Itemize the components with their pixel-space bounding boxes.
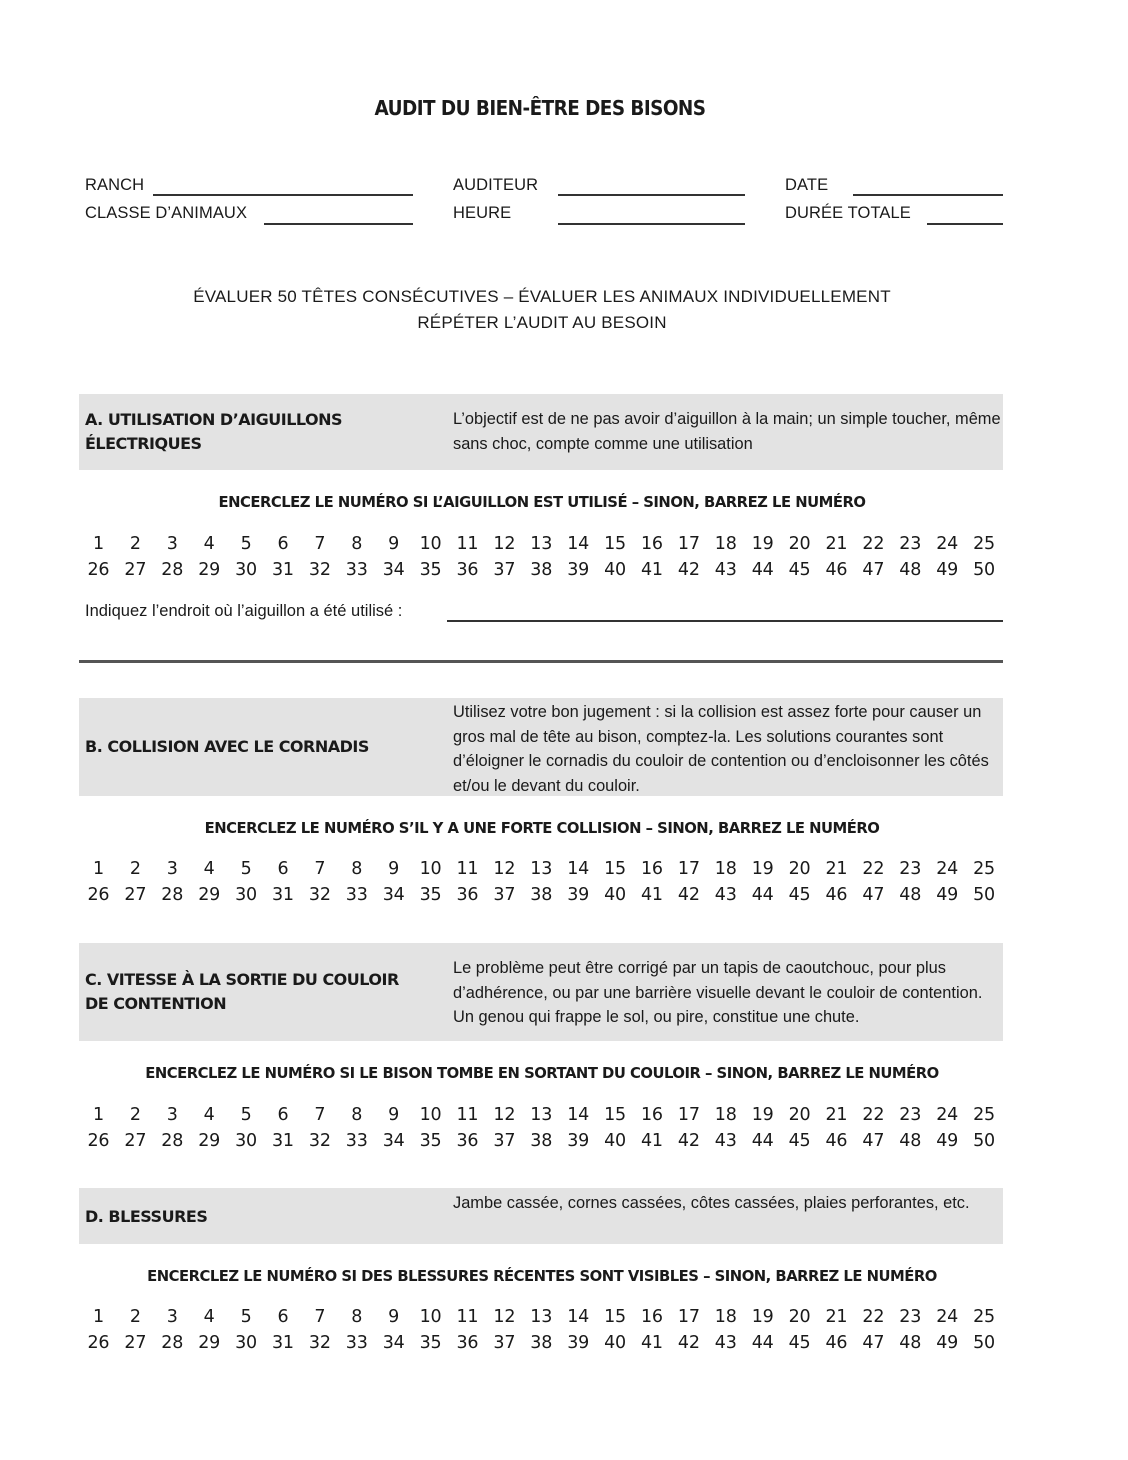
number-item[interactable]: 28 (161, 1131, 184, 1151)
number-item[interactable]: 38 (530, 885, 553, 905)
number-item[interactable]: 42 (677, 885, 700, 905)
number-item[interactable]: 24 (936, 859, 959, 879)
number-item[interactable]: 13 (530, 859, 553, 879)
number-item[interactable]: 29 (198, 885, 221, 905)
number-item[interactable]: 10 (419, 859, 442, 879)
number-item[interactable]: 19 (751, 859, 774, 879)
number-item[interactable]: 9 (388, 534, 400, 554)
number-item[interactable]: 45 (788, 560, 811, 580)
number-item[interactable]: 21 (825, 1307, 848, 1327)
number-item[interactable]: 28 (161, 885, 184, 905)
number-item[interactable]: 23 (899, 1105, 922, 1125)
number-item[interactable]: 50 (973, 885, 995, 905)
number-item[interactable]: 36 (456, 1333, 479, 1353)
number-item[interactable]: 23 (899, 859, 922, 879)
number-item[interactable]: 6 (277, 859, 289, 879)
number-item[interactable]: 33 (345, 1333, 368, 1353)
number-item[interactable]: 39 (567, 885, 590, 905)
number-item[interactable]: 24 (936, 534, 959, 554)
number-item[interactable]: 16 (641, 534, 663, 554)
number-item[interactable]: 1 (92, 1105, 104, 1125)
page-title: AUDIT DU BIEN-ÊTRE DES BISONS (374, 96, 706, 120)
section-b-numbers (80, 859, 1004, 911)
number-item[interactable]: 25 (973, 1105, 995, 1125)
number-item[interactable]: 34 (382, 885, 405, 905)
number-item[interactable]: 47 (862, 1131, 885, 1151)
number-item[interactable]: 28 (161, 560, 184, 580)
number-item[interactable]: 45 (788, 885, 811, 905)
number-item[interactable]: 38 (530, 560, 553, 580)
number-item[interactable]: 20 (788, 859, 811, 879)
number-item[interactable]: 22 (862, 534, 885, 554)
number-item[interactable]: 15 (604, 534, 626, 554)
section-a-numbers (80, 534, 1004, 586)
duree-label: DURÉE TOTALE (785, 204, 911, 222)
number-item[interactable]: 35 (419, 1333, 442, 1353)
classe-label: CLASSE D’ANIMAUX (85, 204, 248, 222)
number-item[interactable]: 12 (493, 859, 516, 879)
number-item[interactable]: 8 (351, 1105, 363, 1125)
number-item[interactable]: 36 (456, 885, 479, 905)
number-item[interactable]: 33 (345, 885, 368, 905)
number-item[interactable]: 16 (641, 1307, 663, 1327)
number-item[interactable]: 42 (677, 1333, 700, 1353)
location-label: Indiquez l’endroit où l’aiguillon a été utilisé : (85, 602, 403, 620)
number-item[interactable]: 26 (87, 1333, 110, 1353)
number-item[interactable]: 7 (314, 859, 326, 879)
number-item[interactable]: 25 (973, 534, 995, 554)
number-item[interactable]: 44 (751, 1131, 774, 1151)
number-item[interactable]: 40 (604, 885, 626, 905)
number-item[interactable]: 9 (388, 1307, 400, 1327)
section-c-box (79, 943, 1003, 1041)
heure-field[interactable] (558, 223, 745, 225)
number-item[interactable]: 5 (240, 1105, 252, 1125)
number-item[interactable]: 37 (493, 1131, 516, 1151)
classe-field[interactable] (264, 223, 413, 225)
number-item[interactable]: 27 (124, 1333, 147, 1353)
number-item[interactable]: 20 (788, 1307, 811, 1327)
number-item[interactable]: 12 (493, 534, 516, 554)
number-item[interactable]: 5 (240, 1307, 252, 1327)
number-item[interactable]: 15 (604, 1105, 626, 1125)
number-item[interactable]: 35 (419, 885, 442, 905)
number-item[interactable]: 49 (936, 885, 959, 905)
location-field-line-2[interactable] (79, 660, 1003, 663)
number-item[interactable]: 29 (198, 560, 221, 580)
number-item[interactable]: 18 (714, 1307, 737, 1327)
number-item[interactable]: 35 (419, 560, 442, 580)
number-item[interactable]: 13 (530, 1105, 553, 1125)
number-item[interactable]: 16 (641, 1105, 663, 1125)
number-item[interactable]: 3 (166, 1307, 178, 1327)
section-b-box (79, 698, 1003, 796)
number-item[interactable]: 46 (825, 1131, 848, 1151)
date-field[interactable] (853, 194, 1003, 196)
section-c-title: C. VITESSE À LA SORTIE DU COULOIR DE CONTENTION (85, 970, 399, 1013)
section-d-title: D. BLESSURES (85, 1207, 208, 1226)
number-item[interactable]: 22 (862, 1105, 885, 1125)
number-item[interactable]: 49 (936, 560, 959, 580)
number-item[interactable]: 8 (351, 534, 363, 554)
number-item[interactable]: 31 (272, 1131, 294, 1151)
number-item[interactable]: 39 (567, 560, 590, 580)
number-item[interactable]: 18 (714, 534, 737, 554)
number-item[interactable]: 3 (166, 859, 178, 879)
section-a-title: A. UTILISATION D’AIGUILLONS ÉLECTRIQUES (85, 410, 343, 453)
number-item[interactable]: 4 (203, 1307, 215, 1327)
number-item[interactable]: 7 (314, 1105, 326, 1125)
number-item[interactable]: 2 (129, 1105, 141, 1125)
number-item[interactable]: 17 (677, 534, 700, 554)
number-item[interactable]: 4 (203, 859, 215, 879)
number-item[interactable]: 22 (862, 1307, 885, 1327)
number-item[interactable]: 40 (604, 560, 626, 580)
number-item[interactable]: 1 (92, 859, 104, 879)
number-item[interactable]: 44 (751, 560, 774, 580)
number-item[interactable]: 2 (129, 859, 141, 879)
number-item[interactable]: 22 (862, 859, 885, 879)
number-item[interactable]: 12 (493, 1307, 516, 1327)
number-item[interactable]: 10 (419, 1105, 442, 1125)
instruction-line-2: RÉPÉTER L’AUDIT AU BESOIN (417, 313, 667, 332)
number-item[interactable]: 13 (530, 1307, 553, 1327)
number-item[interactable]: 49 (936, 1131, 959, 1151)
number-item[interactable]: 11 (456, 1307, 479, 1327)
section-a-box (79, 394, 1003, 470)
auditeur-field[interactable] (558, 194, 745, 196)
number-item[interactable]: 26 (87, 560, 110, 580)
heure-label: HEURE (453, 204, 512, 222)
number-item[interactable]: 45 (788, 1131, 811, 1151)
number-item[interactable]: 37 (493, 1333, 516, 1353)
number-item[interactable]: 29 (198, 1333, 221, 1353)
section-c-numbers (80, 1105, 1004, 1157)
location-field[interactable] (447, 620, 1003, 622)
number-item[interactable]: 19 (751, 1307, 774, 1327)
number-item[interactable]: 36 (456, 1131, 479, 1151)
number-item[interactable]: 42 (677, 560, 700, 580)
number-item[interactable]: 5 (240, 534, 252, 554)
number-item[interactable]: 8 (351, 1307, 363, 1327)
number-item[interactable]: 14 (567, 534, 590, 554)
number-item[interactable]: 26 (87, 1131, 110, 1151)
number-item[interactable]: 9 (388, 1105, 400, 1125)
number-item[interactable]: 11 (456, 534, 479, 554)
number-item[interactable]: 33 (345, 1131, 368, 1151)
ranch-field[interactable] (153, 194, 413, 196)
number-item[interactable]: 12 (493, 1105, 516, 1125)
number-item[interactable]: 17 (677, 859, 700, 879)
number-item[interactable]: 5 (240, 859, 252, 879)
ranch-label: RANCH (85, 176, 145, 194)
number-item[interactable]: 34 (382, 1333, 405, 1353)
number-item[interactable]: 43 (714, 560, 737, 580)
number-item[interactable]: 46 (825, 1333, 848, 1353)
number-item[interactable]: 15 (604, 859, 626, 879)
number-item[interactable]: 3 (166, 1105, 178, 1125)
number-item[interactable]: 6 (277, 1307, 289, 1327)
number-item[interactable]: 17 (677, 1307, 700, 1327)
number-item[interactable]: 50 (973, 1131, 995, 1151)
section-a-instruction: ENCERCLEZ LE NUMÉRO SI L’AIGUILLON EST UTILISÉ – SINON, BARREZ LE NUMÉRO (218, 494, 866, 511)
number-item[interactable]: 11 (456, 1105, 479, 1125)
number-item[interactable]: 48 (899, 560, 922, 580)
number-item[interactable]: 43 (714, 1131, 737, 1151)
number-item[interactable]: 27 (124, 1131, 147, 1151)
instruction-line-1: ÉVALUER 50 TÊTES CONSÉCUTIVES – ÉVALUER LES ANIMAUX INDIVIDUELLEMENT (193, 287, 891, 306)
number-item[interactable]: 27 (124, 560, 147, 580)
number-item[interactable]: 14 (567, 859, 590, 879)
number-item[interactable]: 18 (714, 1105, 737, 1125)
number-item[interactable]: 13 (530, 534, 553, 554)
number-item[interactable]: 32 (308, 1131, 331, 1151)
number-item[interactable]: 47 (862, 560, 885, 580)
number-item[interactable]: 31 (272, 1333, 294, 1353)
number-item[interactable]: 16 (641, 859, 663, 879)
number-item[interactable]: 36 (456, 560, 479, 580)
number-item[interactable]: 2 (129, 534, 141, 554)
number-item[interactable]: 35 (419, 1131, 442, 1151)
number-item[interactable]: 24 (936, 1307, 959, 1327)
number-item[interactable]: 30 (235, 1131, 257, 1151)
section-d-numbers (80, 1307, 1004, 1359)
number-item[interactable]: 10 (419, 534, 442, 554)
number-item[interactable]: 8 (351, 859, 363, 879)
number-item[interactable]: 32 (308, 560, 331, 580)
number-item[interactable]: 43 (714, 1333, 737, 1353)
number-item[interactable]: 19 (751, 1105, 774, 1125)
number-item[interactable]: 23 (899, 1307, 922, 1327)
number-item[interactable]: 10 (419, 1307, 442, 1327)
section-b-description: Utilisez votre bon jugement : si la collision est assez forte pour causer un gros mal de tête au bison, comptez-la. Les solutions courantes sont d’éloigner le cornadis du couloir de contention ou d’encloisonner les côtés et/ou le devant du couloir. (453, 703, 989, 795)
number-item[interactable]: 32 (308, 1333, 331, 1353)
number-item[interactable]: 14 (567, 1307, 590, 1327)
number-item[interactable]: 19 (751, 534, 774, 554)
number-item[interactable]: 26 (87, 885, 110, 905)
number-item[interactable]: 50 (973, 560, 995, 580)
number-item[interactable]: 30 (235, 1333, 257, 1353)
number-item[interactable]: 27 (124, 885, 147, 905)
number-item[interactable]: 48 (899, 1333, 922, 1353)
number-item[interactable]: 48 (899, 1131, 922, 1151)
number-item[interactable]: 38 (530, 1333, 553, 1353)
number-item[interactable]: 45 (788, 1333, 811, 1353)
number-item[interactable]: 40 (604, 1131, 626, 1151)
number-item[interactable]: 39 (567, 1131, 590, 1151)
number-item[interactable]: 34 (382, 560, 405, 580)
number-item[interactable]: 49 (936, 1333, 959, 1353)
number-item[interactable]: 6 (277, 1105, 289, 1125)
auditeur-label: AUDITEUR (453, 176, 539, 194)
section-c-description: Le problème peut être corrigé par un tapis de caoutchouc, pour plus d’adhérence, ou par une barrière visuelle devant le couloir de contention. Un genou qui frappe le sol, ou pire, constitue une chute. (453, 959, 983, 1026)
number-item[interactable]: 28 (161, 1333, 184, 1353)
section-d-description: Jambe cassée, cornes cassées, côtes cassées, plaies perforantes, etc. (453, 1194, 970, 1212)
duree-field[interactable] (927, 223, 1003, 225)
number-item[interactable]: 21 (825, 859, 848, 879)
number-item[interactable]: 41 (641, 1333, 663, 1353)
number-item[interactable]: 1 (92, 534, 104, 554)
number-item[interactable]: 47 (862, 1333, 885, 1353)
date-label: DATE (785, 176, 829, 194)
number-item[interactable]: 34 (382, 1131, 405, 1151)
number-item[interactable]: 43 (714, 885, 737, 905)
number-item[interactable]: 41 (641, 885, 663, 905)
number-item[interactable]: 6 (277, 534, 289, 554)
number-item[interactable]: 37 (493, 885, 516, 905)
number-item[interactable]: 37 (493, 560, 516, 580)
number-item[interactable]: 25 (973, 859, 995, 879)
number-item[interactable]: 18 (714, 859, 737, 879)
number-item[interactable]: 42 (677, 1131, 700, 1151)
number-item[interactable]: 20 (788, 534, 811, 554)
section-b-title: B. COLLISION AVEC LE CORNADIS (85, 737, 369, 756)
section-a-description: L’objectif est de ne pas avoir d’aiguillon à la main; un simple toucher, même sans choc, compte comme une utilisation (453, 410, 1001, 453)
number-item[interactable]: 21 (825, 534, 848, 554)
number-item[interactable]: 23 (899, 534, 922, 554)
number-item[interactable]: 4 (203, 534, 215, 554)
number-item[interactable]: 44 (751, 885, 774, 905)
number-item[interactable]: 30 (235, 885, 257, 905)
number-item[interactable]: 25 (973, 1307, 995, 1327)
number-item[interactable]: 31 (272, 560, 294, 580)
number-item[interactable]: 33 (345, 560, 368, 580)
number-item[interactable]: 47 (862, 885, 885, 905)
number-item[interactable]: 41 (641, 1131, 663, 1151)
number-item[interactable]: 2 (129, 1307, 141, 1327)
number-item[interactable]: 7 (314, 534, 326, 554)
section-d-instruction: ENCERCLEZ LE NUMÉRO SI DES BLESSURES RÉCENTES SONT VISIBLES – SINON, BARREZ LE NUMÉRO (147, 1268, 937, 1285)
section-c-instruction: ENCERCLEZ LE NUMÉRO SI LE BISON TOMBE EN SORTANT DU COULOIR – SINON, BARREZ LE NUMÉRO (145, 1065, 939, 1082)
number-item[interactable]: 41 (641, 560, 663, 580)
number-item[interactable]: 1 (92, 1307, 104, 1327)
section-b-instruction: ENCERCLEZ LE NUMÉRO S’IL Y A UNE FORTE COLLISION – SINON, BARREZ LE NUMÉRO (204, 820, 880, 837)
number-item[interactable]: 3 (166, 534, 178, 554)
number-item[interactable]: 15 (604, 1307, 626, 1327)
number-item[interactable]: 32 (308, 885, 331, 905)
number-item[interactable]: 38 (530, 1131, 553, 1151)
number-item[interactable]: 7 (314, 1307, 326, 1327)
number-item[interactable]: 39 (567, 1333, 590, 1353)
number-item[interactable]: 21 (825, 1105, 848, 1125)
number-item[interactable]: 46 (825, 560, 848, 580)
number-item[interactable]: 46 (825, 885, 848, 905)
number-item[interactable]: 9 (388, 859, 400, 879)
number-item[interactable]: 17 (677, 1105, 700, 1125)
number-item[interactable]: 29 (198, 1131, 221, 1151)
section-d-box (79, 1188, 1003, 1244)
number-item[interactable]: 20 (788, 1105, 811, 1125)
number-item[interactable]: 40 (604, 1333, 626, 1353)
number-item[interactable]: 50 (973, 1333, 995, 1353)
number-item[interactable]: 24 (936, 1105, 959, 1125)
number-item[interactable]: 14 (567, 1105, 590, 1125)
number-item[interactable]: 4 (203, 1105, 215, 1125)
number-item[interactable]: 48 (899, 885, 922, 905)
number-item[interactable]: 30 (235, 560, 257, 580)
number-item[interactable]: 44 (751, 1333, 774, 1353)
number-item[interactable]: 31 (272, 885, 294, 905)
number-item[interactable]: 11 (456, 859, 479, 879)
